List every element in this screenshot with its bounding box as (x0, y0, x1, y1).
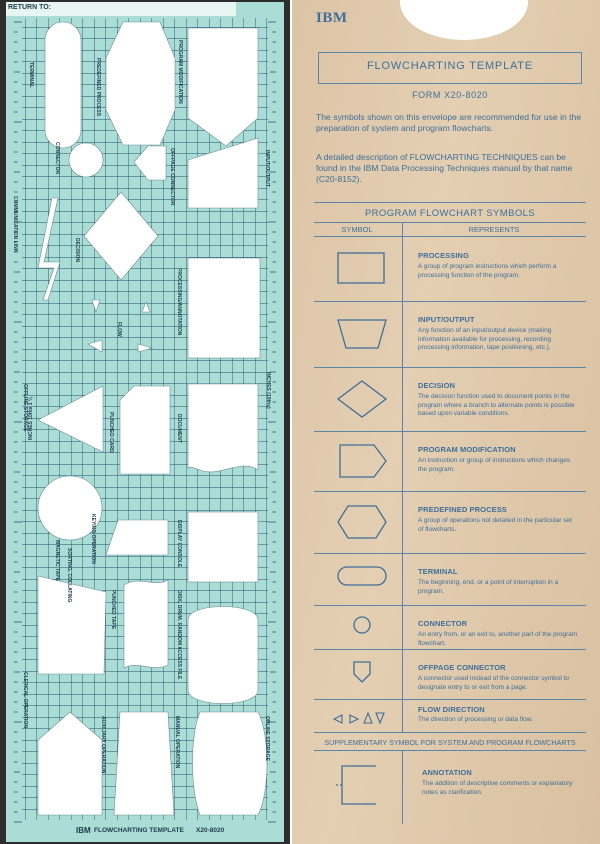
symbol-name: FLOW DIRECTION (418, 705, 485, 714)
label-processing-annotation: PROCESSING/ANNOTATION (176, 268, 182, 336)
label-input-output: INPUT/OUTPUT (264, 150, 270, 187)
symbol-description: A connector used instead of the connector symbol to designate entry to or exit from a page. (418, 675, 570, 691)
label-online-storage: ONLINE STORAGE (264, 716, 270, 761)
symbol-description: A group of operations not detailed in the particular set of flowcharts. (418, 517, 572, 533)
cutout-processing (188, 258, 260, 358)
symbol-name: OFFPAGE CONNECTOR (418, 663, 506, 672)
symbol-description: A group of program instructions which perform a processing function of the program. (418, 263, 557, 279)
envelope-intro-2: A detailed description of FLOWCHARTING TECHNIQUES can be found in the IBM Data Processing Techniques manual by that name (C20-8152). (316, 152, 573, 184)
annotation-icon (332, 760, 392, 812)
envelope-title: FLOWCHARTING TEMPLATE (367, 60, 533, 72)
label-magnetic-tape: MAGNETIC TAPE (54, 540, 60, 582)
symbol-name: PROGRAM MODIFICATION (418, 445, 516, 454)
label-offline-storage: OFFLINE STORAGE (22, 384, 28, 432)
template-title: FLOWCHARTING TEMPLATE (94, 827, 184, 834)
symbol-row-terminal (314, 553, 586, 605)
table-bottom-rule (314, 732, 586, 733)
processing-icon (332, 247, 392, 291)
symbol-description: The decision function used to document points in the program where a branch to alternate points is possible based upon variable conditions. (418, 393, 575, 417)
symbol-description: The direction of processing or data flow. (418, 716, 533, 723)
label-auxiliary-operation: AUXILIARY OPERATION (100, 716, 106, 774)
template-drawing (0, 0, 290, 844)
label-disk-drum: DISK, DRUM, RANDOM ACCESS FILE (176, 590, 182, 680)
col-header-symbol: SYMBOL (341, 225, 373, 234)
cutout-display-console (188, 512, 258, 582)
predefined-process-icon (332, 500, 392, 544)
label-predefined-process: PREDEFINED PROCESS (95, 58, 101, 117)
symbol-description: Any function of an input/output device (making information available for processing, recording processing information, tape positioning, etc.). (418, 327, 552, 351)
symbol-row-predefined-process (314, 491, 586, 553)
label-document: DOCUMENT (176, 414, 182, 443)
inches-left-label: INCHES 10ths 1 ⅛ (28, 396, 34, 440)
symbol-description: An entry from, or an exit to, another part of the program flowchart. (418, 631, 578, 647)
symbol-row-decision (314, 367, 586, 431)
label-punched-tape: PUNCHED TAPE (110, 590, 116, 630)
template-envelope (292, 0, 600, 844)
label-flow: FLOW (116, 322, 122, 337)
table-title-rule (314, 222, 586, 223)
symbol-name: PREDEFINED PROCESS (418, 505, 507, 514)
symbol-row-flow-direction (314, 699, 586, 733)
envelope-brand-logo: IBM (316, 10, 348, 26)
cutout-predefined-process (106, 22, 175, 145)
label-connector: CONNECTOR (54, 142, 60, 175)
symbol-description: The beginning, end, or a point of interruption in a program. (418, 579, 559, 595)
symbol-name: TERMINAL (418, 567, 458, 576)
symbol-name: PROCESSING (418, 251, 470, 260)
label-sorting-collating: SORTING, COLLATING (66, 548, 72, 603)
label-program-modification: PROGRAM MODIFICATION (177, 40, 183, 104)
cutout-manual-operation (114, 712, 174, 815)
label-communication-link: COMMUNICATION LINK (12, 196, 18, 253)
cutout-connector (69, 143, 103, 177)
program-modification-icon (332, 439, 392, 483)
envelope-form: FORM X20-8020 (412, 90, 488, 100)
label-decision: DECISION (74, 238, 80, 263)
table-title: PROGRAM FLOWCHART SYMBOLS (364, 208, 536, 219)
decision-icon (332, 377, 392, 421)
cutout-sorting-collating (38, 576, 106, 674)
symbol-row-program-modification (314, 431, 586, 491)
symbol-name: INPUT/OUTPUT (418, 315, 475, 324)
template-brand: IBM (76, 826, 91, 835)
symbol-description: An instruction or group of instructions which changes the program. (418, 457, 571, 473)
annotation-desc: The addition of descriptive comments or explanatory notes as clarification. (422, 780, 573, 796)
label-punched-card: PUNCHED CARD (108, 412, 114, 453)
terminal-icon (332, 557, 392, 601)
cutout-online-storage (193, 712, 268, 815)
symbol-name: CONNECTOR (418, 619, 468, 628)
return-to-label: RETURN TO: (8, 4, 52, 11)
symbol-row-input-output (314, 301, 586, 367)
label-keying-operation: KEYING OPERATION (90, 514, 96, 564)
flowcharting-template (0, 0, 290, 844)
supplementary-rule (314, 750, 586, 751)
inches-right-label: INCHES (10ths) (265, 372, 271, 409)
input-output-icon (332, 312, 392, 356)
label-manual-operation: MANUAL OPERATION (174, 716, 180, 769)
cutout-document (188, 384, 258, 472)
offpage-connector-icon (332, 652, 392, 696)
cutout-disk-drum (188, 607, 258, 704)
envelope-intro-1: The symbols shown on this envelope are recommended for use in the preparation of system and program flowcharts. (316, 112, 582, 133)
cutout-terminal (45, 22, 81, 148)
annotation-name: ANNOTATION (422, 768, 472, 777)
cutout-punched-card (120, 386, 170, 474)
template-form-no: X20-8020 (196, 827, 225, 834)
thumb-notch (400, 0, 528, 40)
symbol-row-connector (314, 605, 586, 649)
col-header-represents: REPRESENTS (468, 225, 520, 234)
label-terminal: TERMINAL (28, 62, 34, 88)
symbol-row-offpage-connector (314, 649, 586, 699)
supplementary-title: SUPPLEMENTARY SYMBOL FOR SYSTEM AND PROGRAM FLOWCHARTS (324, 738, 576, 747)
label-offpage-connector: OFFPAGE CONNECTOR (169, 148, 175, 206)
supplementary-divider (402, 750, 403, 824)
label-display-console: DISPLAY CONSOLE (176, 520, 182, 568)
label-clerical-operation: CLERICAL OPERATION (22, 672, 28, 728)
table-top-rule (314, 202, 586, 203)
symbol-row-processing (314, 237, 586, 301)
connector-icon (332, 607, 392, 651)
cutout-punched-tape (124, 580, 168, 668)
symbol-name: DECISION (418, 381, 456, 390)
